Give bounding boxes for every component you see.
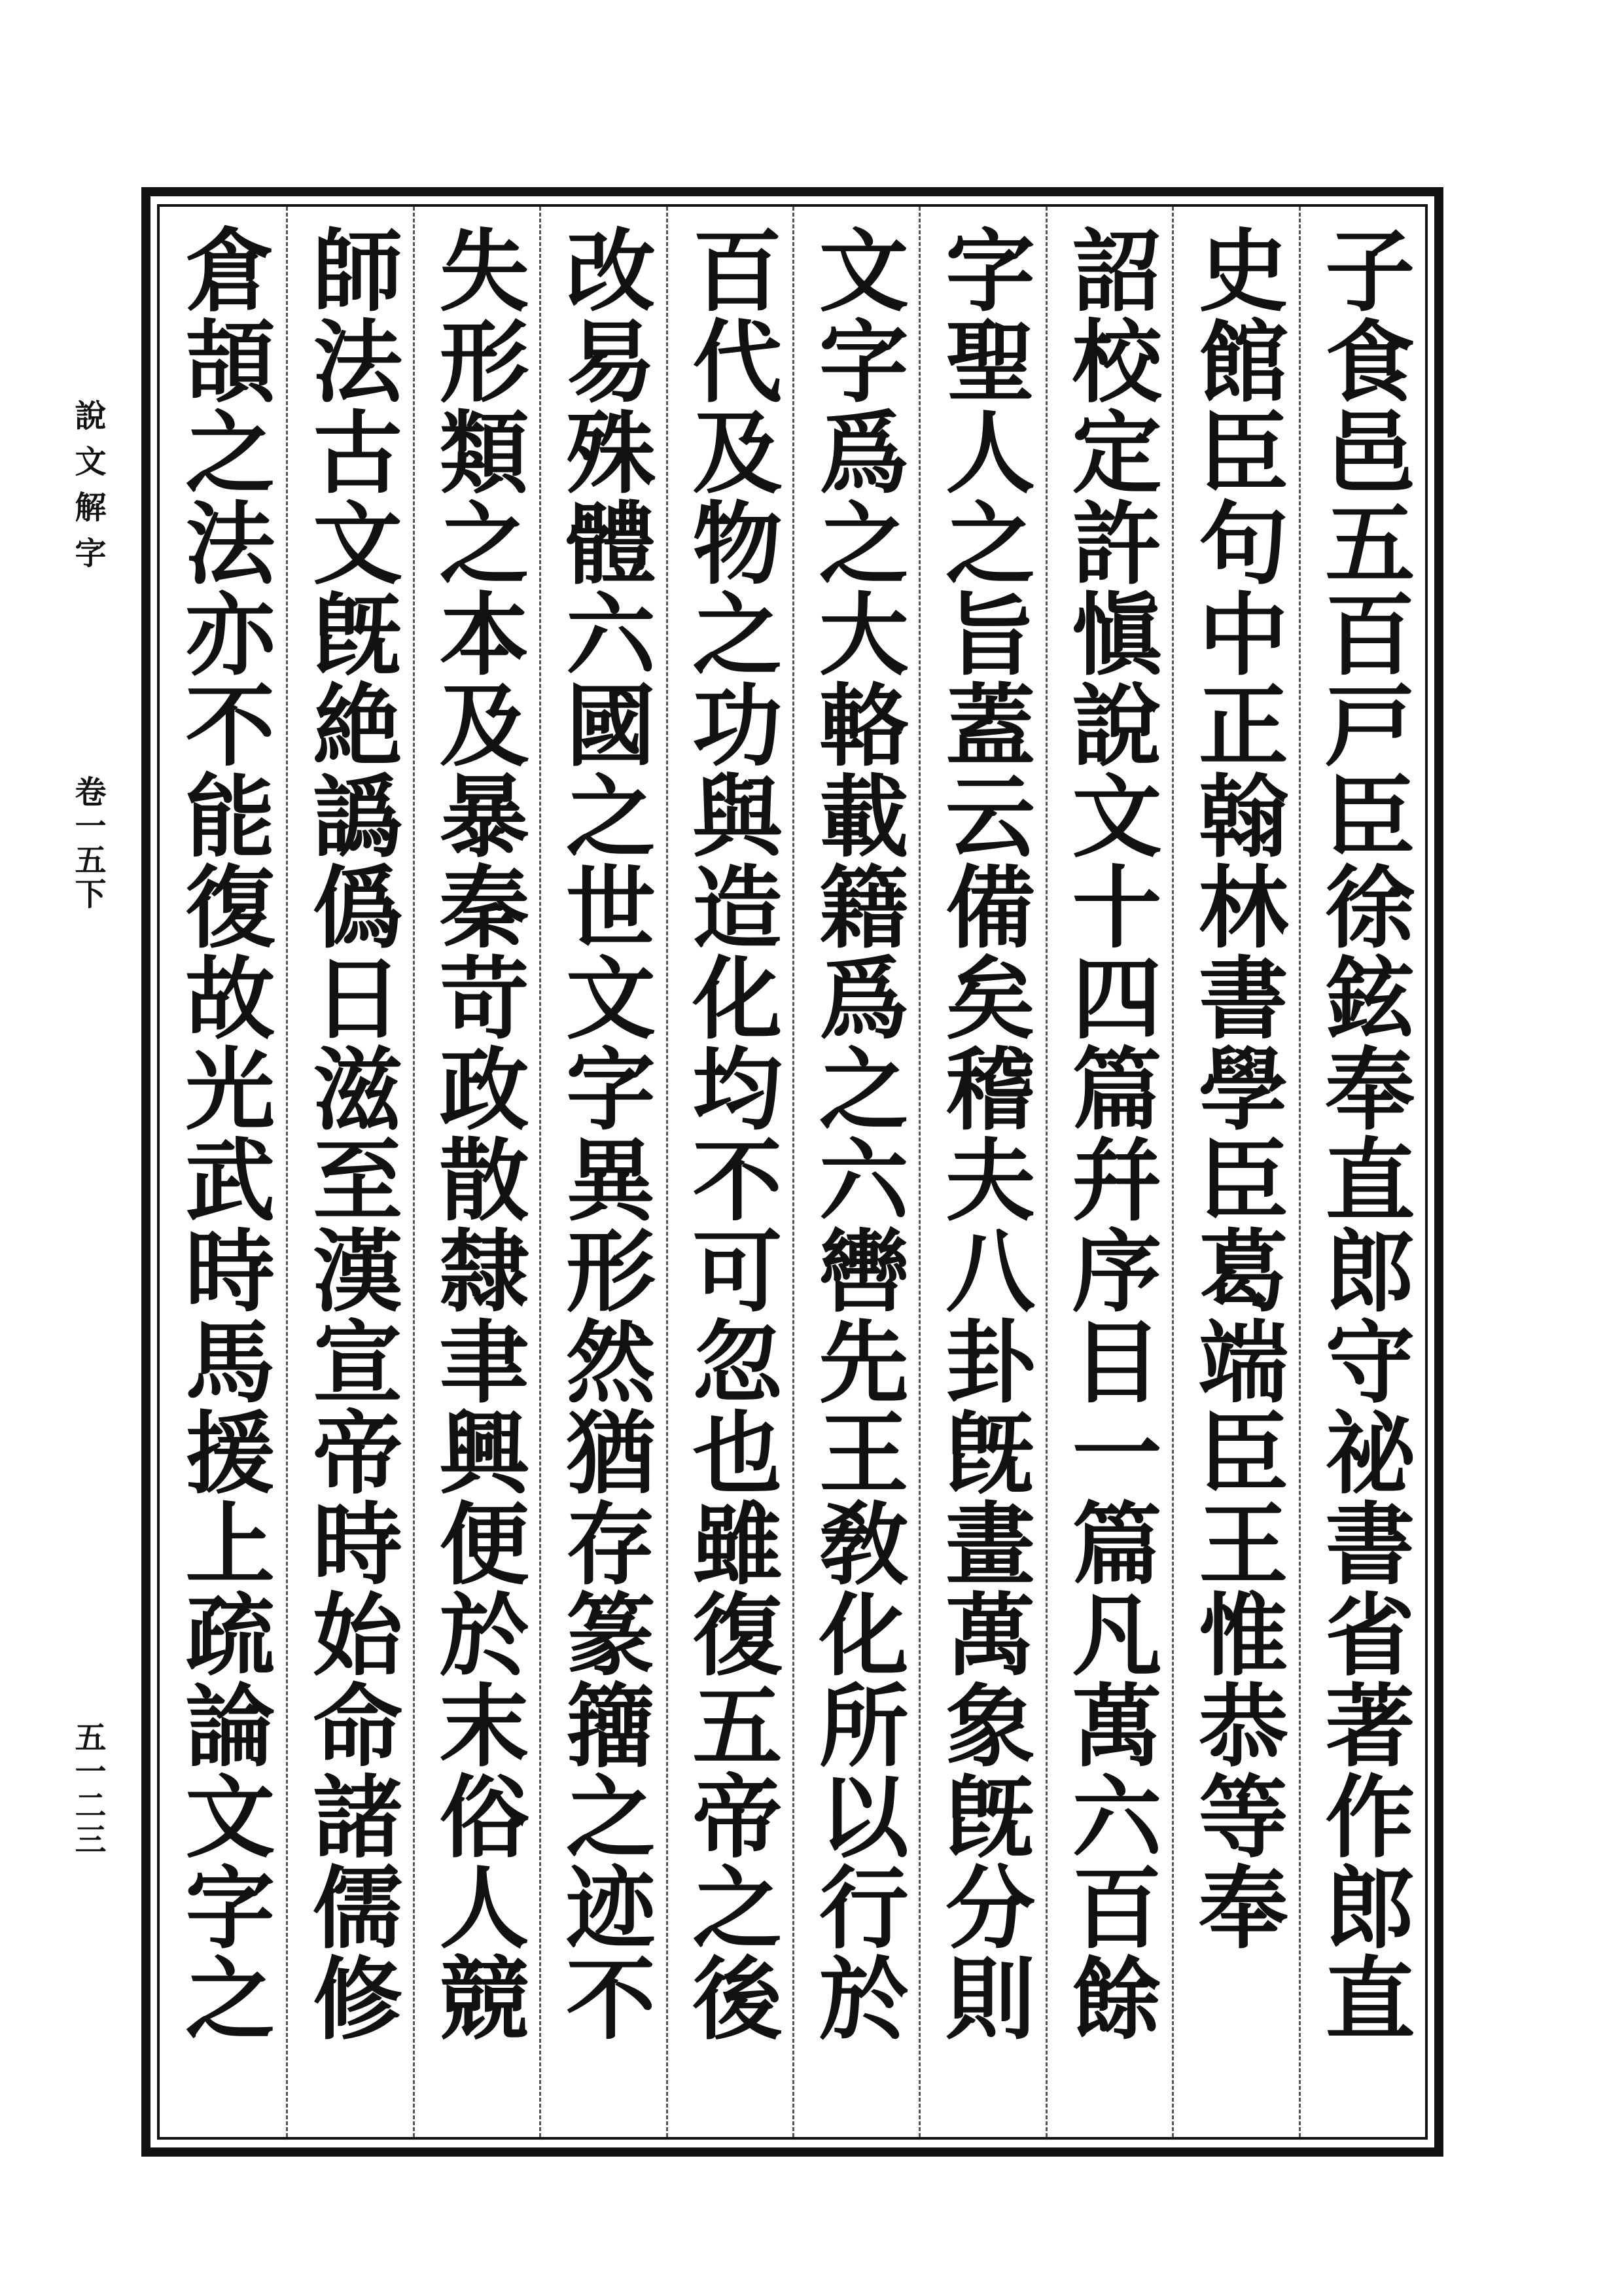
text-column <box>1299 207 1425 2137</box>
text-column <box>539 207 665 2137</box>
text-column <box>413 207 539 2137</box>
text-column <box>792 207 919 2137</box>
margin-book-title: 說文解字 <box>69 399 106 582</box>
text-columns <box>160 207 1425 2137</box>
column-text: 倉頡之法亦不能復故光武時馬援上疏論文字之 <box>170 224 276 2043</box>
column-text: 百代及物之功與造化均不可忽也雖復五帝之後 <box>677 224 783 2043</box>
column-text: 字聖人之旨蓋云備矣稽夫八卦旣畫萬象旣分則 <box>930 224 1036 2043</box>
margin-page-number: 五一二三 <box>69 1721 106 1857</box>
text-column <box>286 207 412 2137</box>
column-text: 詔校定許愼說文十四篇幷序目一篇凡萬六百餘 <box>1057 224 1163 2043</box>
text-column <box>160 207 286 2137</box>
column-text: 師法古文旣絶譌僞日滋至漢宣帝時始命諸儒修 <box>298 224 404 2043</box>
text-column <box>1172 207 1298 2137</box>
text-column <box>666 207 792 2137</box>
column-text: 史館臣句中正翰林書學臣葛端臣王惟恭等奉 <box>1183 224 1289 1952</box>
text-column <box>1046 207 1172 2137</box>
column-text: 子食邑五百戸臣徐鉉奉直郎守祕書省著作郎直 <box>1310 224 1416 2043</box>
column-text: 文字爲之大輅載籍爲之六轡先王敎化所以行於 <box>804 224 909 2043</box>
margin-volume-label: 卷一五下 <box>69 775 106 911</box>
column-text: 失形類之本及暴秦苛政散隸聿興便於末俗人競 <box>424 224 530 2043</box>
column-text: 改易殊體六國之世文字異形然猶存篆籒之迹不 <box>550 224 656 2043</box>
text-column <box>919 207 1045 2137</box>
